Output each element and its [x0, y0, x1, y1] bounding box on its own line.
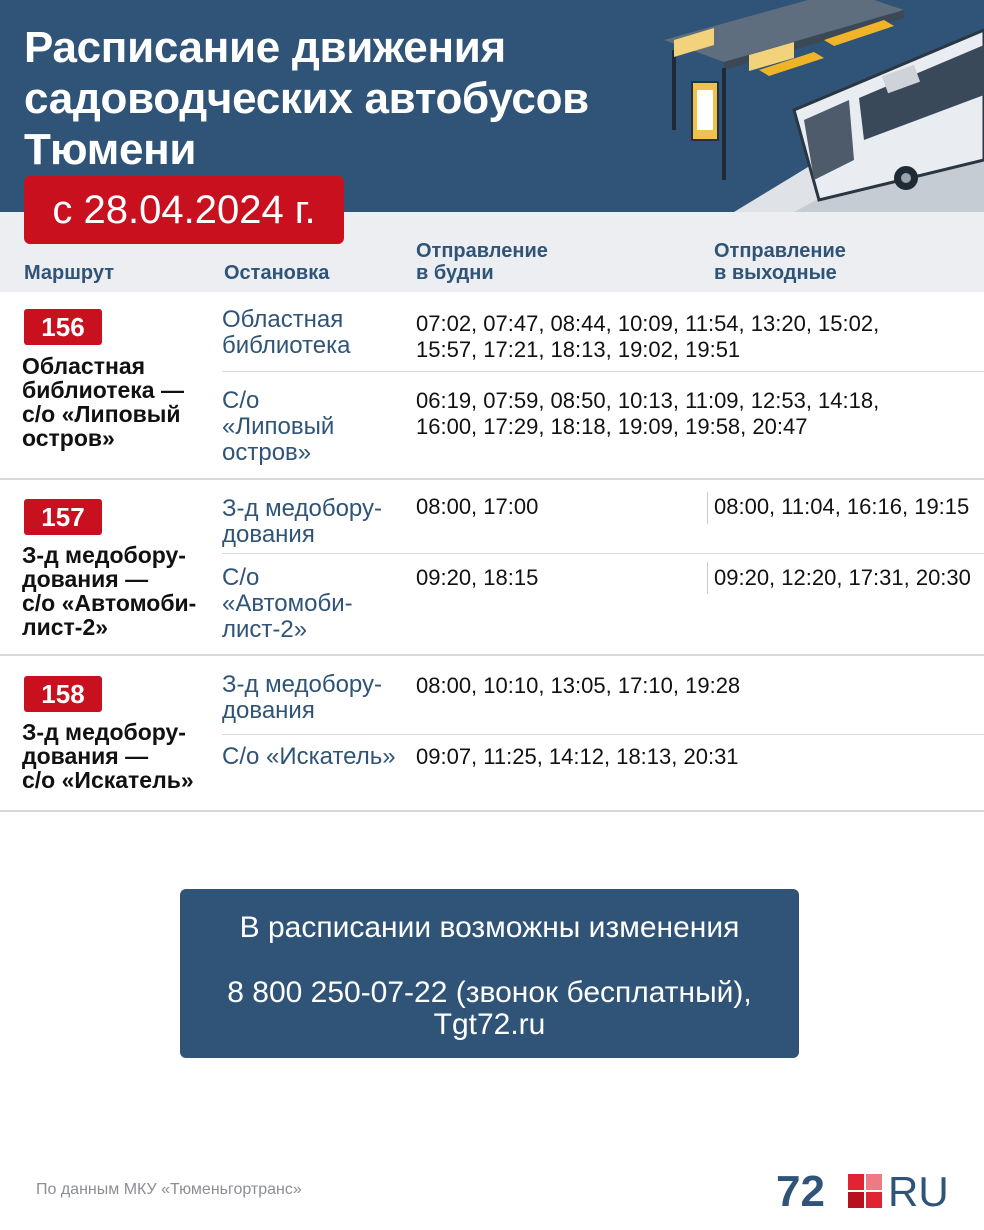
- info-notice: В расписании возможны изменения: [239, 911, 740, 944]
- stop-name: С/о «Автомоби- лист-2»: [222, 564, 353, 643]
- logo-square-icon: [848, 1174, 864, 1190]
- logo-72-text: 72: [776, 1168, 825, 1212]
- bus-stop-illustration: [644, 0, 984, 212]
- row-divider: [222, 371, 984, 372]
- weekday-times: 09:07, 11:25, 14:12, 18:13, 20:31: [416, 744, 739, 769]
- stop-name: З-д медобору- дования: [222, 495, 382, 548]
- stop-name: Областная библиотека: [222, 306, 351, 359]
- column-weekdays: Отправление в будни: [416, 240, 548, 284]
- route-158-block: [0, 656, 984, 812]
- row-divider: [222, 553, 984, 554]
- weekend-times: 09:20, 12:20, 17:31, 20:30: [714, 565, 971, 590]
- row-divider: [222, 734, 984, 735]
- route-number-badge: 158: [24, 676, 102, 712]
- weekday-times: 07:02, 07:47, 08:44, 10:09, 11:54, 13:20, 15:02, 15:57, 17:21, 18:13, 19:02, 19:51: [416, 311, 880, 362]
- route-name: З-д медобору- дования — с/о «Автомоби- лист-2»: [22, 542, 197, 640]
- page-title: Расписание движения садоводческих автобусов Тюмени: [24, 23, 589, 174]
- weekend-times: 08:00, 11:04, 16:16, 19:15: [714, 494, 970, 519]
- weekday-times: 06:19, 07:59, 08:50, 10:13, 11:09, 12:53, 14:18, 16:00, 17:29, 18:18, 19:09, 19:58, 20:47: [416, 388, 880, 439]
- info-contacts: 8 800 250-07-22 (звонок бесплатный), Tgt72.ru: [227, 976, 752, 1041]
- data-source-note: По данным МКУ «Тюменьгортранс»: [36, 1181, 302, 1198]
- route-157-block: [0, 480, 984, 656]
- column-route: Маршрут: [24, 262, 115, 284]
- route-name: З-д медобору- дования — с/о «Искатель»: [22, 719, 194, 793]
- route-156-block: [0, 292, 984, 480]
- column-stop: Остановка: [224, 262, 330, 284]
- stop-name: С/о «Искатель»: [222, 743, 396, 770]
- column-divider: [707, 492, 708, 524]
- stop-name: С/о «Липовый остров»: [222, 387, 335, 466]
- column-weekends: Отправление в выходные: [714, 240, 846, 284]
- stop-name: З-д медобору- дования: [222, 671, 382, 724]
- column-divider: [707, 562, 708, 594]
- effective-date-badge: с 28.04.2024 г.: [24, 176, 344, 244]
- weekday-times: 08:00, 17:00: [416, 494, 539, 519]
- weekday-times: 09:20, 18:15: [416, 565, 539, 590]
- weekday-times: 08:00, 10:10, 13:05, 17:10, 19:28: [416, 673, 741, 698]
- info-box: [180, 889, 799, 1058]
- 72ru-logo: [776, 1168, 960, 1212]
- route-name: Областная библиотека — с/о «Липовый остров»: [22, 353, 184, 451]
- route-number-badge: 156: [24, 309, 102, 345]
- logo-ru-text: RU: [888, 1168, 949, 1212]
- route-number-badge: 157: [24, 499, 102, 535]
